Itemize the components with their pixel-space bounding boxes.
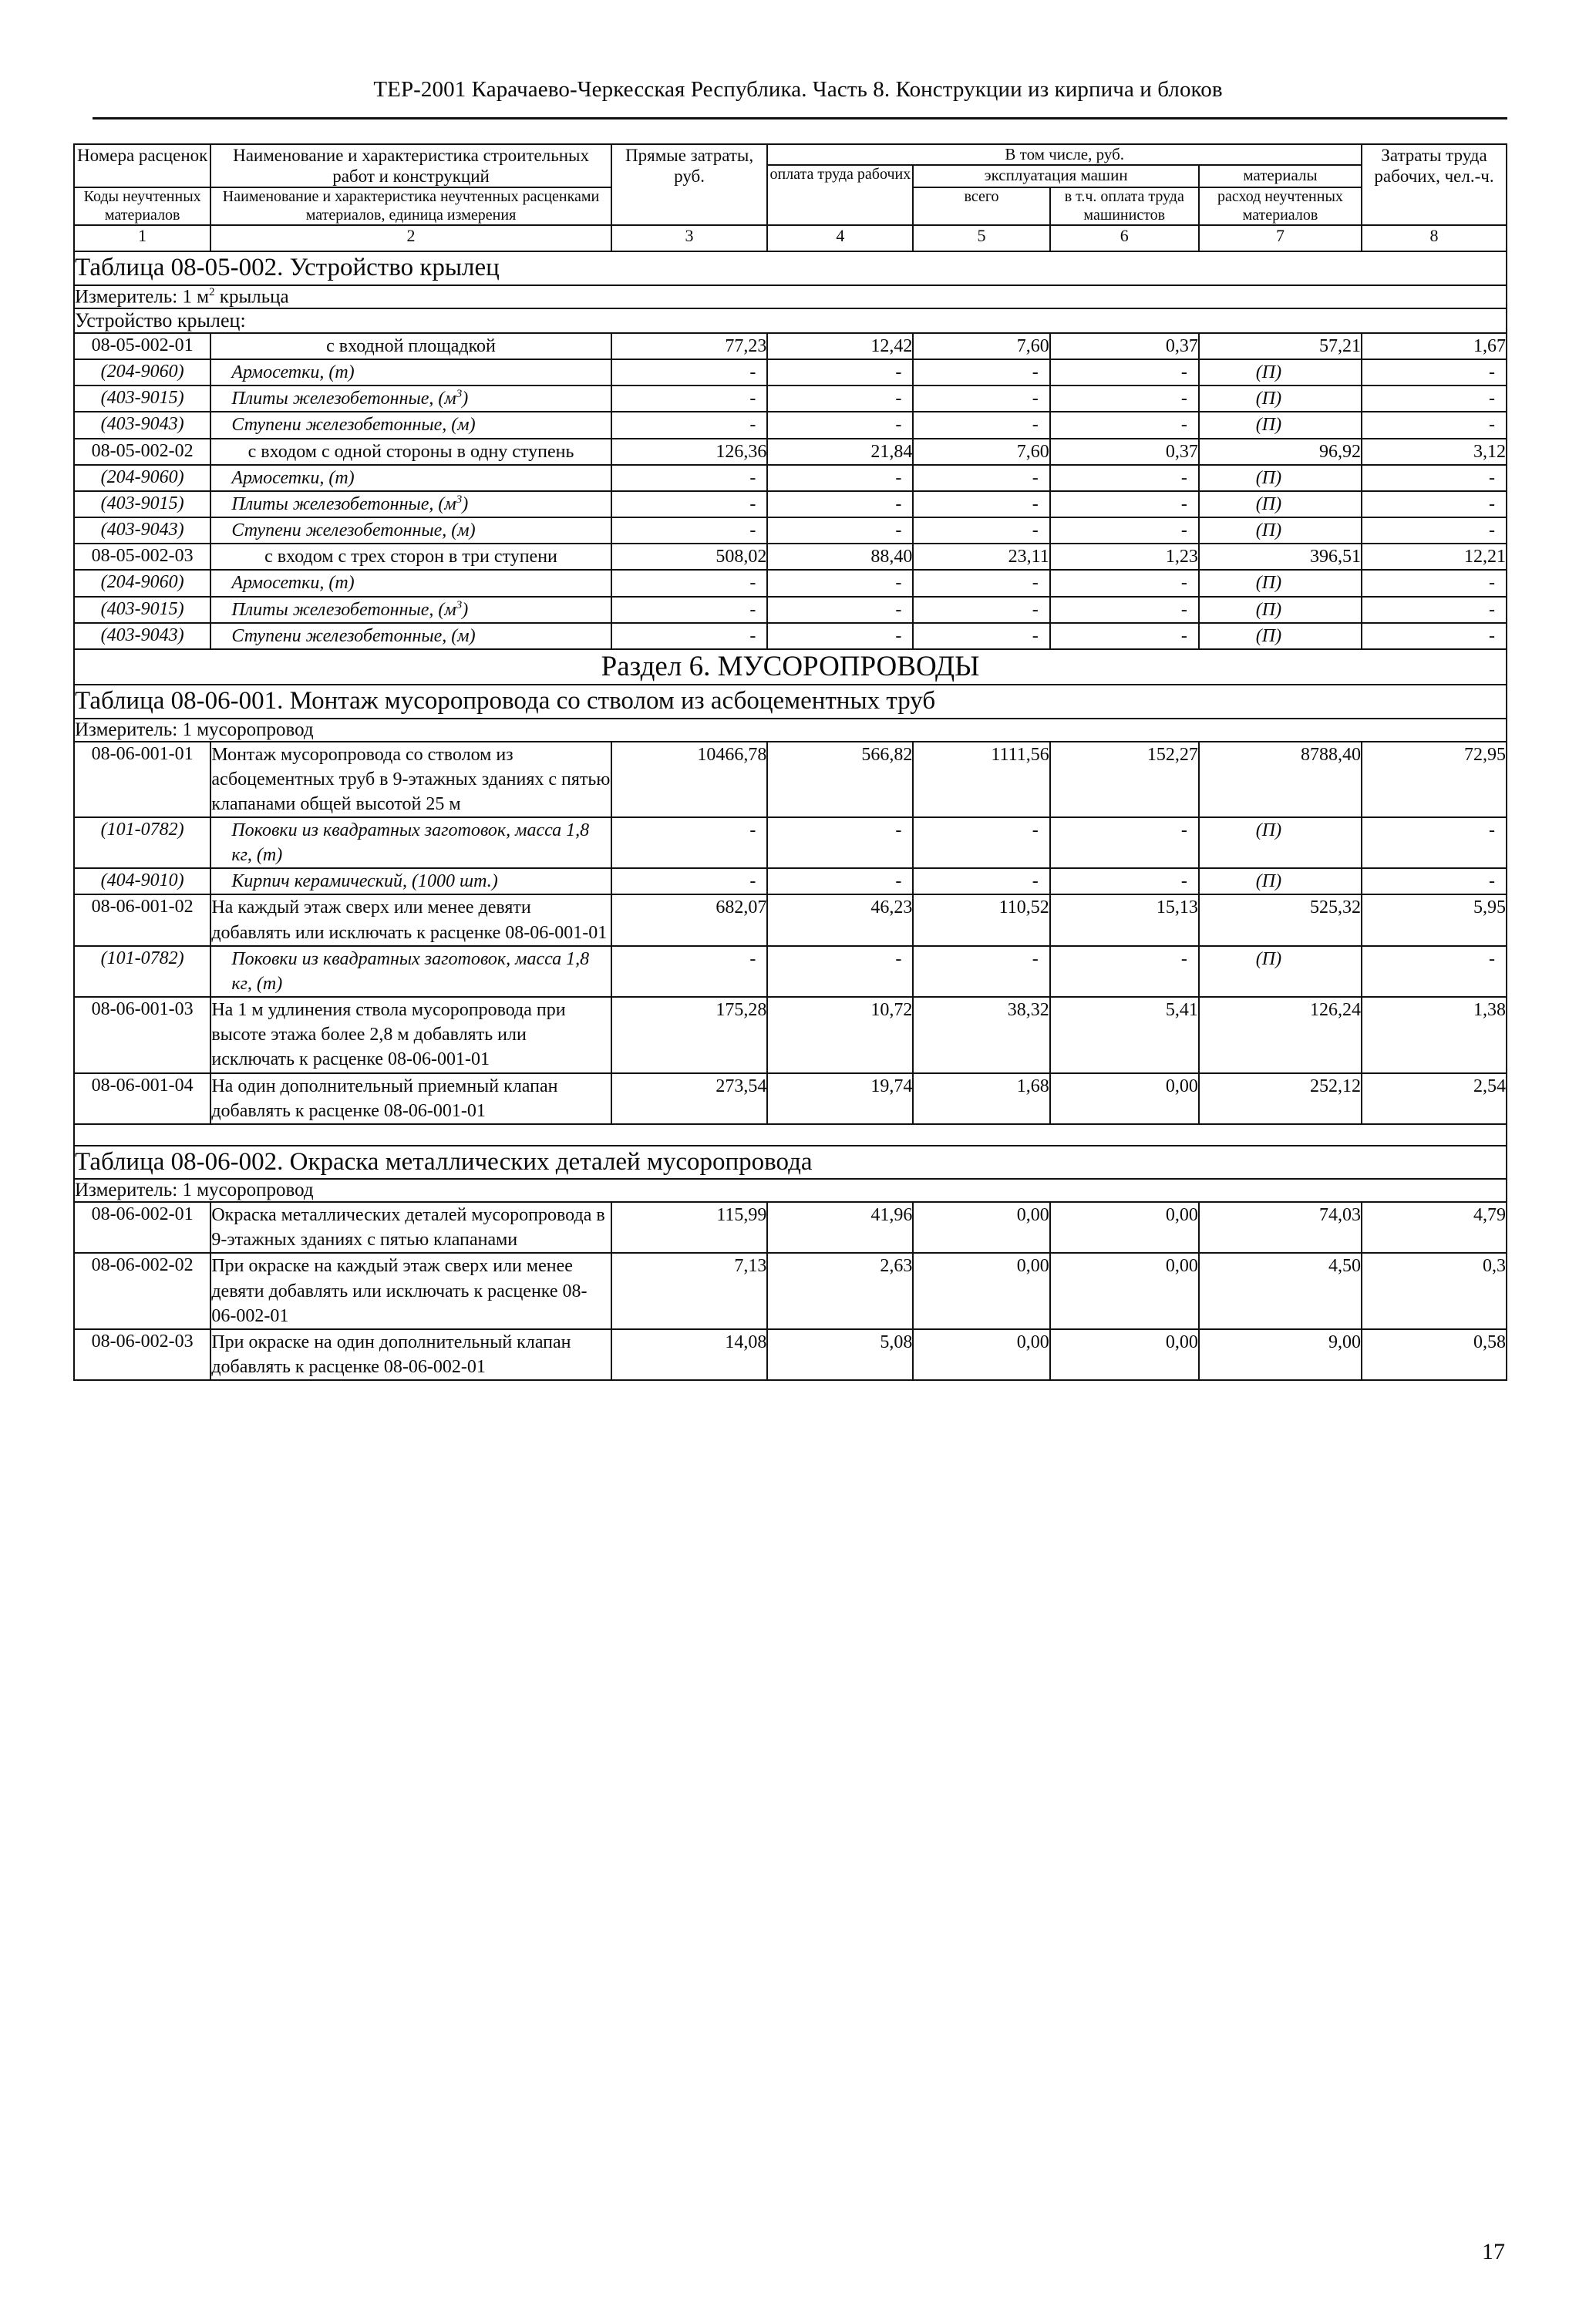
cell-operator-pay: 1,23 — [1050, 544, 1199, 570]
table-row — [74, 997, 1507, 1072]
table-row — [74, 1253, 1507, 1328]
cell-description: Плиты железобетонные, $(м^3)$ — [210, 386, 611, 412]
cell-code: 08-06-001-02 — [74, 894, 210, 945]
group-head-ustroystvo-krylets — [74, 308, 1507, 333]
cell-direct-costs: - — [611, 412, 768, 438]
cell-worker-pay: - — [767, 597, 913, 623]
table-title-08-06-002 — [74, 1146, 1507, 1179]
cell-machine-total: - — [913, 465, 1049, 491]
cell-operator-pay: - — [1050, 946, 1199, 997]
cell-code: 08-06-002-01 — [74, 1202, 210, 1253]
cell-direct-costs: - — [611, 868, 768, 894]
col-num-4: 4 — [767, 225, 913, 251]
cell-material-consumption: (П) — [1199, 946, 1362, 997]
cell-machine-total: - — [913, 517, 1049, 544]
cell-machine-total: 1,68 — [913, 1073, 1049, 1124]
cell-material-consumption: (П) — [1199, 465, 1362, 491]
cell-material-consumption: (П) — [1199, 868, 1362, 894]
cell-labor-costs: 3,12 — [1362, 439, 1507, 465]
cell-description: При окраске на каждый этаж сверх или менее девяти добавлять или исключать к расценке 08-06-002-01 — [210, 1253, 611, 1328]
cell-code: (403-9043) — [74, 517, 210, 544]
cell-worker-pay: 21,84 — [767, 439, 913, 465]
cell-machine-total: - — [913, 359, 1049, 386]
col-header-machine-total: всего — [913, 187, 1049, 225]
cell-worker-pay: - — [767, 386, 913, 412]
cell-description: Ступени железобетонные, (м) — [210, 623, 611, 649]
cell-operator-pay: 152,27 — [1050, 742, 1199, 817]
col-header-estimate-numbers: Номера расценок — [74, 144, 210, 187]
cell-operator-pay: 0,00 — [1050, 1202, 1199, 1253]
cell-operator-pay: 0,00 — [1050, 1253, 1199, 1328]
cell-operator-pay: - — [1050, 386, 1199, 412]
col-header-material-consumption: расход неучтенных материалов — [1199, 187, 1362, 225]
table-title-08-06-002-cell: Таблица 08-06-002. Окраска металлических деталей мусоропровода — [74, 1146, 1507, 1179]
price-table-container — [73, 143, 1507, 1381]
col-group-header-machine-operation: эксплуатация машин — [913, 165, 1199, 187]
cell-operator-pay: 0,00 — [1050, 1073, 1199, 1124]
cell-material-consumption: 396,51 — [1199, 544, 1362, 570]
cell-code: (204-9060) — [74, 570, 210, 596]
cell-description: Армосетки, (т) — [210, 359, 611, 386]
cell-worker-pay: - — [767, 359, 913, 386]
cell-operator-pay: 5,41 — [1050, 997, 1199, 1072]
cell-code: (403-9015) — [74, 597, 210, 623]
cell-labor-costs: 4,79 — [1362, 1202, 1507, 1253]
cell-material-consumption: 57,21 — [1199, 333, 1362, 359]
column-number-row — [74, 225, 1507, 251]
col-header-material-name: Наименование и характеристика неучтенных расценками материалов, единица измерения — [210, 187, 611, 225]
cell-machine-total: 23,11 — [913, 544, 1049, 570]
cell-description: При окраске на один дополнительный клапан добавлять к расценке 08-06-002-01 — [210, 1329, 611, 1380]
cell-machine-total: 7,60 — [913, 439, 1049, 465]
cell-operator-pay: - — [1050, 623, 1199, 649]
cell-machine-total: - — [913, 623, 1049, 649]
cell-direct-costs: 77,23 — [611, 333, 768, 359]
table-row — [74, 597, 1507, 623]
measure-08-06-002-cell: Измеритель: 1 мусоропровод — [74, 1179, 1507, 1202]
cell-worker-pay: - — [767, 623, 913, 649]
cell-machine-total: - — [913, 868, 1049, 894]
table-body — [74, 251, 1507, 1380]
table-row — [74, 544, 1507, 570]
cell-direct-costs: 175,28 — [611, 997, 768, 1072]
col-num-1: 1 — [74, 225, 210, 251]
cell-direct-costs: - — [611, 386, 768, 412]
cell-worker-pay: - — [767, 817, 913, 868]
cell-material-consumption: (П) — [1199, 412, 1362, 438]
cell-code: 08-05-002-03 — [74, 544, 210, 570]
cell-labor-costs: 2,54 — [1362, 1073, 1507, 1124]
cell-direct-costs: - — [611, 946, 768, 997]
cell-material-consumption: (П) — [1199, 623, 1362, 649]
cell-operator-pay: - — [1050, 817, 1199, 868]
cell-direct-costs: 14,08 — [611, 1329, 768, 1380]
cell-description: с входом с одной стороны в одну ступень — [210, 439, 611, 465]
cell-material-consumption: 74,03 — [1199, 1202, 1362, 1253]
cell-direct-costs: - — [611, 817, 768, 868]
col-header-codes-unaccounted: Коды неучтенных материалов — [74, 187, 210, 225]
cell-description: с входной площадкой — [210, 333, 611, 359]
running-header: ТЕР-2001 Карачаево-Черкесская Республика. Часть 8. Конструкции из кирпича и блоков — [373, 77, 1223, 102]
cell-description: Плиты железобетонные, $(м^3)$ — [210, 597, 611, 623]
cell-description: Ступени железобетонные, (м) — [210, 517, 611, 544]
cell-labor-costs: - — [1362, 386, 1507, 412]
cell-worker-pay: - — [767, 570, 913, 596]
col-group-header-including: В том числе, руб. — [767, 144, 1362, 165]
cell-operator-pay: - — [1050, 517, 1199, 544]
cell-machine-total: - — [913, 412, 1049, 438]
table-row — [74, 465, 1507, 491]
cell-labor-costs: - — [1362, 412, 1507, 438]
cell-machine-total: 110,52 — [913, 894, 1049, 945]
cell-description: Армосетки, (т) — [210, 465, 611, 491]
section-title-razdel-6 — [74, 649, 1507, 685]
cell-operator-pay: 15,13 — [1050, 894, 1199, 945]
cell-code: 08-06-001-04 — [74, 1073, 210, 1124]
cell-code: 08-05-002-01 — [74, 333, 210, 359]
col-header-direct-costs: Прямые затраты, руб. — [611, 144, 768, 225]
cell-labor-costs: 0,58 — [1362, 1329, 1507, 1380]
cell-direct-costs: 508,02 — [611, 544, 768, 570]
col-num-8: 8 — [1362, 225, 1507, 251]
cell-description: Плиты железобетонные, $(м^3)$ — [210, 491, 611, 517]
table-title-08-05-002-cell: Таблица 08-05-002. Устройство крылец — [74, 251, 1507, 284]
table-row — [74, 946, 1507, 997]
cell-operator-pay: - — [1050, 465, 1199, 491]
table-row — [74, 333, 1507, 359]
cell-material-consumption: (П) — [1199, 491, 1362, 517]
header-rule — [93, 117, 1507, 120]
cell-worker-pay: 10,72 — [767, 997, 913, 1072]
table-row — [74, 817, 1507, 868]
cell-labor-costs: 1,67 — [1362, 333, 1507, 359]
cell-description: Окраска металлических деталей мусоропровода в 9-этажных зданиях с пятью клапанами — [210, 1202, 611, 1253]
cell-worker-pay: - — [767, 465, 913, 491]
table-title-08-06-001-cell: Таблица 08-06-001. Монтаж мусоропровода со стволом из асбоцементных труб — [74, 685, 1507, 718]
cell-direct-costs: 273,54 — [611, 1073, 768, 1124]
cell-description: На 1 м удлинения ствола мусоропровода при высоте этажа более 2,8 м добавлять или исключать к расценке 08-06-001-01 — [210, 997, 611, 1072]
cell-direct-costs: - — [611, 570, 768, 596]
cell-material-consumption: (П) — [1199, 359, 1362, 386]
table-row — [74, 439, 1507, 465]
cell-worker-pay: - — [767, 412, 913, 438]
cell-code: 08-05-002-02 — [74, 439, 210, 465]
table-row — [74, 742, 1507, 817]
cell-worker-pay: - — [767, 946, 913, 997]
col-header-labor-costs: Затраты труда рабочих, чел.-ч. — [1362, 144, 1507, 225]
cell-material-consumption: 9,00 — [1199, 1329, 1362, 1380]
table-row — [74, 623, 1507, 649]
cell-material-consumption: (П) — [1199, 570, 1362, 596]
cell-direct-costs: - — [611, 623, 768, 649]
table-row — [74, 412, 1507, 438]
cell-operator-pay: - — [1050, 359, 1199, 386]
cell-direct-costs: - — [611, 597, 768, 623]
cell-machine-total: 0,00 — [913, 1329, 1049, 1380]
cell-worker-pay: 41,96 — [767, 1202, 913, 1253]
cell-direct-costs: 115,99 — [611, 1202, 768, 1253]
cell-worker-pay: - — [767, 517, 913, 544]
cell-machine-total: - — [913, 570, 1049, 596]
cell-machine-total: - — [913, 597, 1049, 623]
cell-description: Армосетки, (т) — [210, 570, 611, 596]
cell-direct-costs: - — [611, 517, 768, 544]
cell-description: На каждый этаж сверх или менее девяти добавлять или исключать к расценке 08-06-001-01 — [210, 894, 611, 945]
col-num-5: 5 — [913, 225, 1049, 251]
cell-material-consumption: 252,12 — [1199, 1073, 1362, 1124]
cell-code: 08-06-001-03 — [74, 997, 210, 1072]
col-header-operator-pay: в т.ч. оплата труда машинистов — [1050, 187, 1199, 225]
table-head — [74, 144, 1507, 251]
cell-description: Монтаж мусоропровода со стволом из асбоцементных труб в 9-этажных зданиях с пятью клапанами общей высотой 25 м — [210, 742, 611, 817]
table-title-08-06-001 — [74, 685, 1507, 718]
cell-code: 08-06-002-03 — [74, 1329, 210, 1380]
cell-labor-costs: - — [1362, 491, 1507, 517]
cell-code: (404-9010) — [74, 868, 210, 894]
section-title-razdel-6-cell: Раздел 6. МУСОРОПРОВОДЫ — [74, 649, 1507, 685]
cell-code: (403-9043) — [74, 412, 210, 438]
table-row — [74, 1329, 1507, 1380]
cell-worker-pay: 2,63 — [767, 1253, 913, 1328]
cell-operator-pay: 0,37 — [1050, 439, 1199, 465]
cell-operator-pay: - — [1050, 491, 1199, 517]
cell-machine-total: - — [913, 817, 1049, 868]
table-row — [74, 868, 1507, 894]
cell-direct-costs: 126,36 — [611, 439, 768, 465]
cell-machine-total: 7,60 — [913, 333, 1049, 359]
cell-labor-costs: - — [1362, 570, 1507, 596]
cell-worker-pay: - — [767, 868, 913, 894]
cell-labor-costs: - — [1362, 465, 1507, 491]
table-title-08-05-002 — [74, 251, 1507, 284]
header-row-1 — [74, 144, 1507, 165]
cell-labor-costs: - — [1362, 597, 1507, 623]
cell-code: (101-0782) — [74, 817, 210, 868]
cell-code: (204-9060) — [74, 359, 210, 386]
cell-machine-total: 1111,56 — [913, 742, 1049, 817]
cell-machine-total: 0,00 — [913, 1253, 1049, 1328]
cell-direct-costs: - — [611, 491, 768, 517]
cell-description: с входом с трех сторон в три ступени — [210, 544, 611, 570]
cell-labor-costs: 0,3 — [1362, 1253, 1507, 1328]
measure-08-06-001-cell: Измеритель: 1 мусоропровод — [74, 719, 1507, 742]
cell-machine-total: - — [913, 491, 1049, 517]
cell-description: Поковки из квадратных заготовок, масса 1,8 кг, (т) — [210, 946, 611, 997]
col-num-2: 2 — [210, 225, 611, 251]
col-num-6: 6 — [1050, 225, 1199, 251]
cell-material-consumption: (П) — [1199, 386, 1362, 412]
cell-code: (403-9015) — [74, 386, 210, 412]
col-group-header-materials: материалы — [1199, 165, 1362, 187]
cell-labor-costs: - — [1362, 623, 1507, 649]
cell-labor-costs: - — [1362, 817, 1507, 868]
cell-worker-pay: 566,82 — [767, 742, 913, 817]
cell-material-consumption: 525,32 — [1199, 894, 1362, 945]
cell-description: На один дополнительный приемный клапан добавлять к расценке 08-06-001-01 — [210, 1073, 611, 1124]
cell-machine-total: - — [913, 946, 1049, 997]
table-row — [74, 894, 1507, 945]
cell-description: Кирпич керамический, (1000 шт.) — [210, 868, 611, 894]
group-head-ustroystvo-krylets-cell: Устройство крылец: — [74, 308, 1507, 333]
cell-labor-costs: 72,95 — [1362, 742, 1507, 817]
cell-code: (204-9060) — [74, 465, 210, 491]
table-row — [74, 517, 1507, 544]
measure-08-06-001 — [74, 719, 1507, 742]
col-num-3: 3 — [611, 225, 768, 251]
cell-direct-costs: 7,13 — [611, 1253, 768, 1328]
cell-description: Ступени железобетонные, (м) — [210, 412, 611, 438]
cell-machine-total: 38,32 — [913, 997, 1049, 1072]
measure-08-06-002 — [74, 1179, 1507, 1202]
cell-code: (403-9043) — [74, 623, 210, 649]
cell-material-consumption: 8788,40 — [1199, 742, 1362, 817]
page-number: 17 — [1482, 2239, 1505, 2264]
cell-operator-pay: - — [1050, 570, 1199, 596]
cell-material-consumption: 4,50 — [1199, 1253, 1362, 1328]
cell-description: Поковки из квадратных заготовок, масса 1,8 кг, (т) — [210, 817, 611, 868]
cell-code: 08-06-001-01 — [74, 742, 210, 817]
cell-direct-costs: - — [611, 359, 768, 386]
spacer-row-cell — [74, 1124, 1507, 1146]
col-num-7: 7 — [1199, 225, 1362, 251]
cell-code: (403-9015) — [74, 491, 210, 517]
table-row — [74, 1073, 1507, 1124]
spacer-row — [74, 1124, 1507, 1146]
cell-labor-costs: 5,95 — [1362, 894, 1507, 945]
cell-material-consumption: (П) — [1199, 517, 1362, 544]
cell-operator-pay: 0,00 — [1050, 1329, 1199, 1380]
cell-material-consumption: (П) — [1199, 817, 1362, 868]
cell-labor-costs: - — [1362, 517, 1507, 544]
price-table — [73, 143, 1507, 1381]
cell-worker-pay: 5,08 — [767, 1329, 913, 1380]
cell-worker-pay: 88,40 — [767, 544, 913, 570]
table-row — [74, 570, 1507, 596]
table-row — [74, 386, 1507, 412]
cell-code: (101-0782) — [74, 946, 210, 997]
cell-worker-pay: - — [767, 491, 913, 517]
cell-direct-costs: 682,07 — [611, 894, 768, 945]
cell-machine-total: 0,00 — [913, 1202, 1049, 1253]
cell-operator-pay: - — [1050, 597, 1199, 623]
table-row — [74, 491, 1507, 517]
cell-machine-total: - — [913, 386, 1049, 412]
col-header-worker-pay: оплата труда рабочих — [767, 165, 913, 226]
cell-operator-pay: - — [1050, 868, 1199, 894]
cell-material-consumption: 126,24 — [1199, 997, 1362, 1072]
table-row — [74, 1202, 1507, 1253]
measure-08-05-002-cell: Измеритель: 1 $м^2$ крыльца — [74, 285, 1507, 308]
cell-labor-costs: - — [1362, 946, 1507, 997]
cell-labor-costs: - — [1362, 359, 1507, 386]
table-row — [74, 359, 1507, 386]
cell-code: 08-06-002-02 — [74, 1253, 210, 1328]
cell-material-consumption: (П) — [1199, 597, 1362, 623]
cell-operator-pay: 0,37 — [1050, 333, 1199, 359]
cell-operator-pay: - — [1050, 412, 1199, 438]
cell-direct-costs: 10466,78 — [611, 742, 768, 817]
cell-direct-costs: - — [611, 465, 768, 491]
measure-08-05-002 — [74, 285, 1507, 308]
cell-labor-costs: 1,38 — [1362, 997, 1507, 1072]
col-header-work-name: Наименование и характеристика строительных работ и конструкций — [210, 144, 611, 187]
cell-worker-pay: 19,74 — [767, 1073, 913, 1124]
cell-labor-costs: - — [1362, 868, 1507, 894]
cell-worker-pay: 12,42 — [767, 333, 913, 359]
cell-labor-costs: 12,21 — [1362, 544, 1507, 570]
cell-material-consumption: 96,92 — [1199, 439, 1362, 465]
cell-worker-pay: 46,23 — [767, 894, 913, 945]
